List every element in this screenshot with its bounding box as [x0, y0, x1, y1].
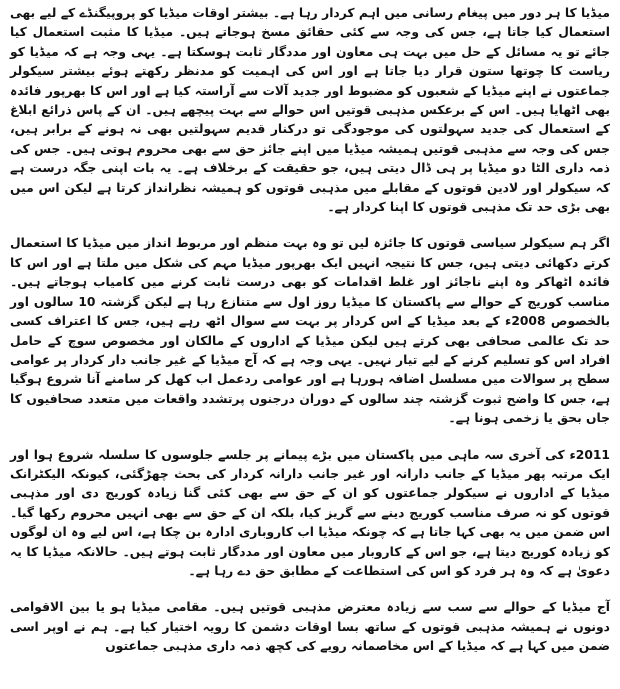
article-paragraph-3: 2011ء کی آخری سہ ماہی میں پاکستان میں بڑے پیمانے پر جلسے جلوسوں کا سلسلہ شروع ہوا اور ایک مرتبہ پھر میڈیا کے جانب دارانہ اور غیر جانب دارانہ کردار کی بحث چھڑگئی، کیونکہ الیکٹرانک میڈیا کے اداروں نے سیکولر جماعتوں کو ان کے حق سے بھی کئی گنا زیادہ کوریج دی اور مذہبی قوتوں کو نہ صرف مناسب کوریج دینے سے گریز کیا، بلکہ ان کے حق سے بھی انہیں محروم رکھا گیا۔ اس ضمن میں یہ بھی کہا جاتا ہے کہ چونکہ میڈیا اب کاروباری ادارہ بن چکا ہے، اس لیے وہ ان لوگوں کو زیادہ کوریج دیتا ہے، جو اس کے کاروبار میں معاون اور مددگار ثابت ہوتے ہیں۔ حالانکہ میڈیا کا یہ دعویٰ ہے کہ وہ ہر فرد کو اس کی استطاعت کے مطابق حق دے رہا ہے۔ — [10, 447, 610, 578]
article-paragraph-1: میڈیا کا ہر دور میں پیغام رسانی میں اہم کردار رہا ہے۔ بیشتر اوقات میڈیا کو پروپیگنڈے کے لیے بھی استعمال کیا جاتا ہے، جس کی وجہ سے کئی حقائق مسخ ہوجاتے ہیں۔ میڈیا کا مثبت استعمال کیا جائے تو یہ مسائل کے حل میں بہت ہی معاون اور مددگار ثابت ہوسکتا ہے۔ یہی وجہ ہے کہ میڈیا کو ریاست کا چوتھا ستون قرار دیا جاتا ہے اور اس کی اہمیت کو مدنظر رکھتے ہوئے بیشتر سیکولر جماعتوں نے اپنے میڈیا کے شعبوں کو مضبوط اور جدید آلات سے آراستہ کیا ہے اور اس کا بھرپور فائدہ بھی اٹھایا ہیں۔ اس کے برعکس مذہبی قوتیں اس حوالے سے بہت پیچھے ہیں۔ ان کے پاس ذرائع ابلاغ کے استعمال کی جدید سہولتوں کی موجودگی تو درکنار قدیم سہولتیں بھی نہ ہونے کے برابر ہیں، جس کی وجہ سے مذہبی قوتیں ہمیشہ میڈیا میں اپنے جائز حق سے بھی محروم ہوتی ہیں۔ جس کی ذمہ داری الٹا دو میڈیا پر ہی ڈال دیتی ہیں، جو حقیقت کے برخلاف ہے۔ یہ بات اپنی جگہ درست ہے کہ سیکولر اور لادین قوتوں کے مقابلے میں مذہبی قوتوں کو ہمیشہ نظرانداز کرتا ہے لیکن اس میں بھی بڑی حد تک مذہبی قوتوں کا اپنا کردار ہے۔ — [10, 6, 610, 215]
article-paragraph-4: آج میڈیا کے حوالے سے سب سے زیادہ معترض مذہبی قوتیں ہیں۔ مقامی میڈیا ہو یا بین الاقوامی دونوں نے ہمیشہ مذہبی قوتوں کے ساتھ بسا اوقات دشمن کا رویہ اختیار کیا ہے۔ ہم نے اوپر اسی ضمن میں کہا ہے کہ میڈیا کے اس مخاصمانہ رویے کی کچھ ذمہ داری مذہبی جماعتوں — [10, 600, 610, 654]
article-paragraph-2: اگر ہم سیکولر سیاسی قوتوں کا جائزہ لیں تو وہ بہت منظم اور مربوط انداز میں میڈیا کا استعمال کرتے دکھائی دیتی ہیں، جس کا نتیجہ انہیں ایک بھرپور میڈیا مہم کی شکل میں ملتا ہے اور اس کا فائدہ اٹھاکر وہ اپنے ناجائز اور غلط اقدامات کو بھی درست ثابت کرنے میں کامیاب ہوجاتے ہیں۔ مناسب کوریج کے حوالے سے پاکستان کا میڈیا روز اول سے متنازع رہا ہے لیکن گزشتہ 10 سالوں اور بالخصوص 2008ء کے بعد میڈیا کے اس کردار پر بہت سے سوال اٹھ رہے ہیں، جس کا اعتراف کسی حد تک عالمی صحافی بھی کرتے ہیں لیکن میڈیا کے اداروں کے مالکان اور مخصوص سوچ کے حامل افراد اس کو تسلیم کرنے کے لیے تیار نہیں۔ یہی وجہ ہے کہ آج میڈیا کے غیر جانب دار کردار پر عوامی سطح پر سوالات میں مسلسل اضافہ ہورہا ہے اور عوامی ردعمل اب کھل کر سامنے آنا شروع ہوگیا ہے، جس کا واضح ثبوت گزشتہ چند سالوں کے دوران درجنوں پرتشدد واقعات میں متعدد صحافیوں کا جاں بحق یا زخمی ہونا ہے۔ — [10, 236, 610, 426]
